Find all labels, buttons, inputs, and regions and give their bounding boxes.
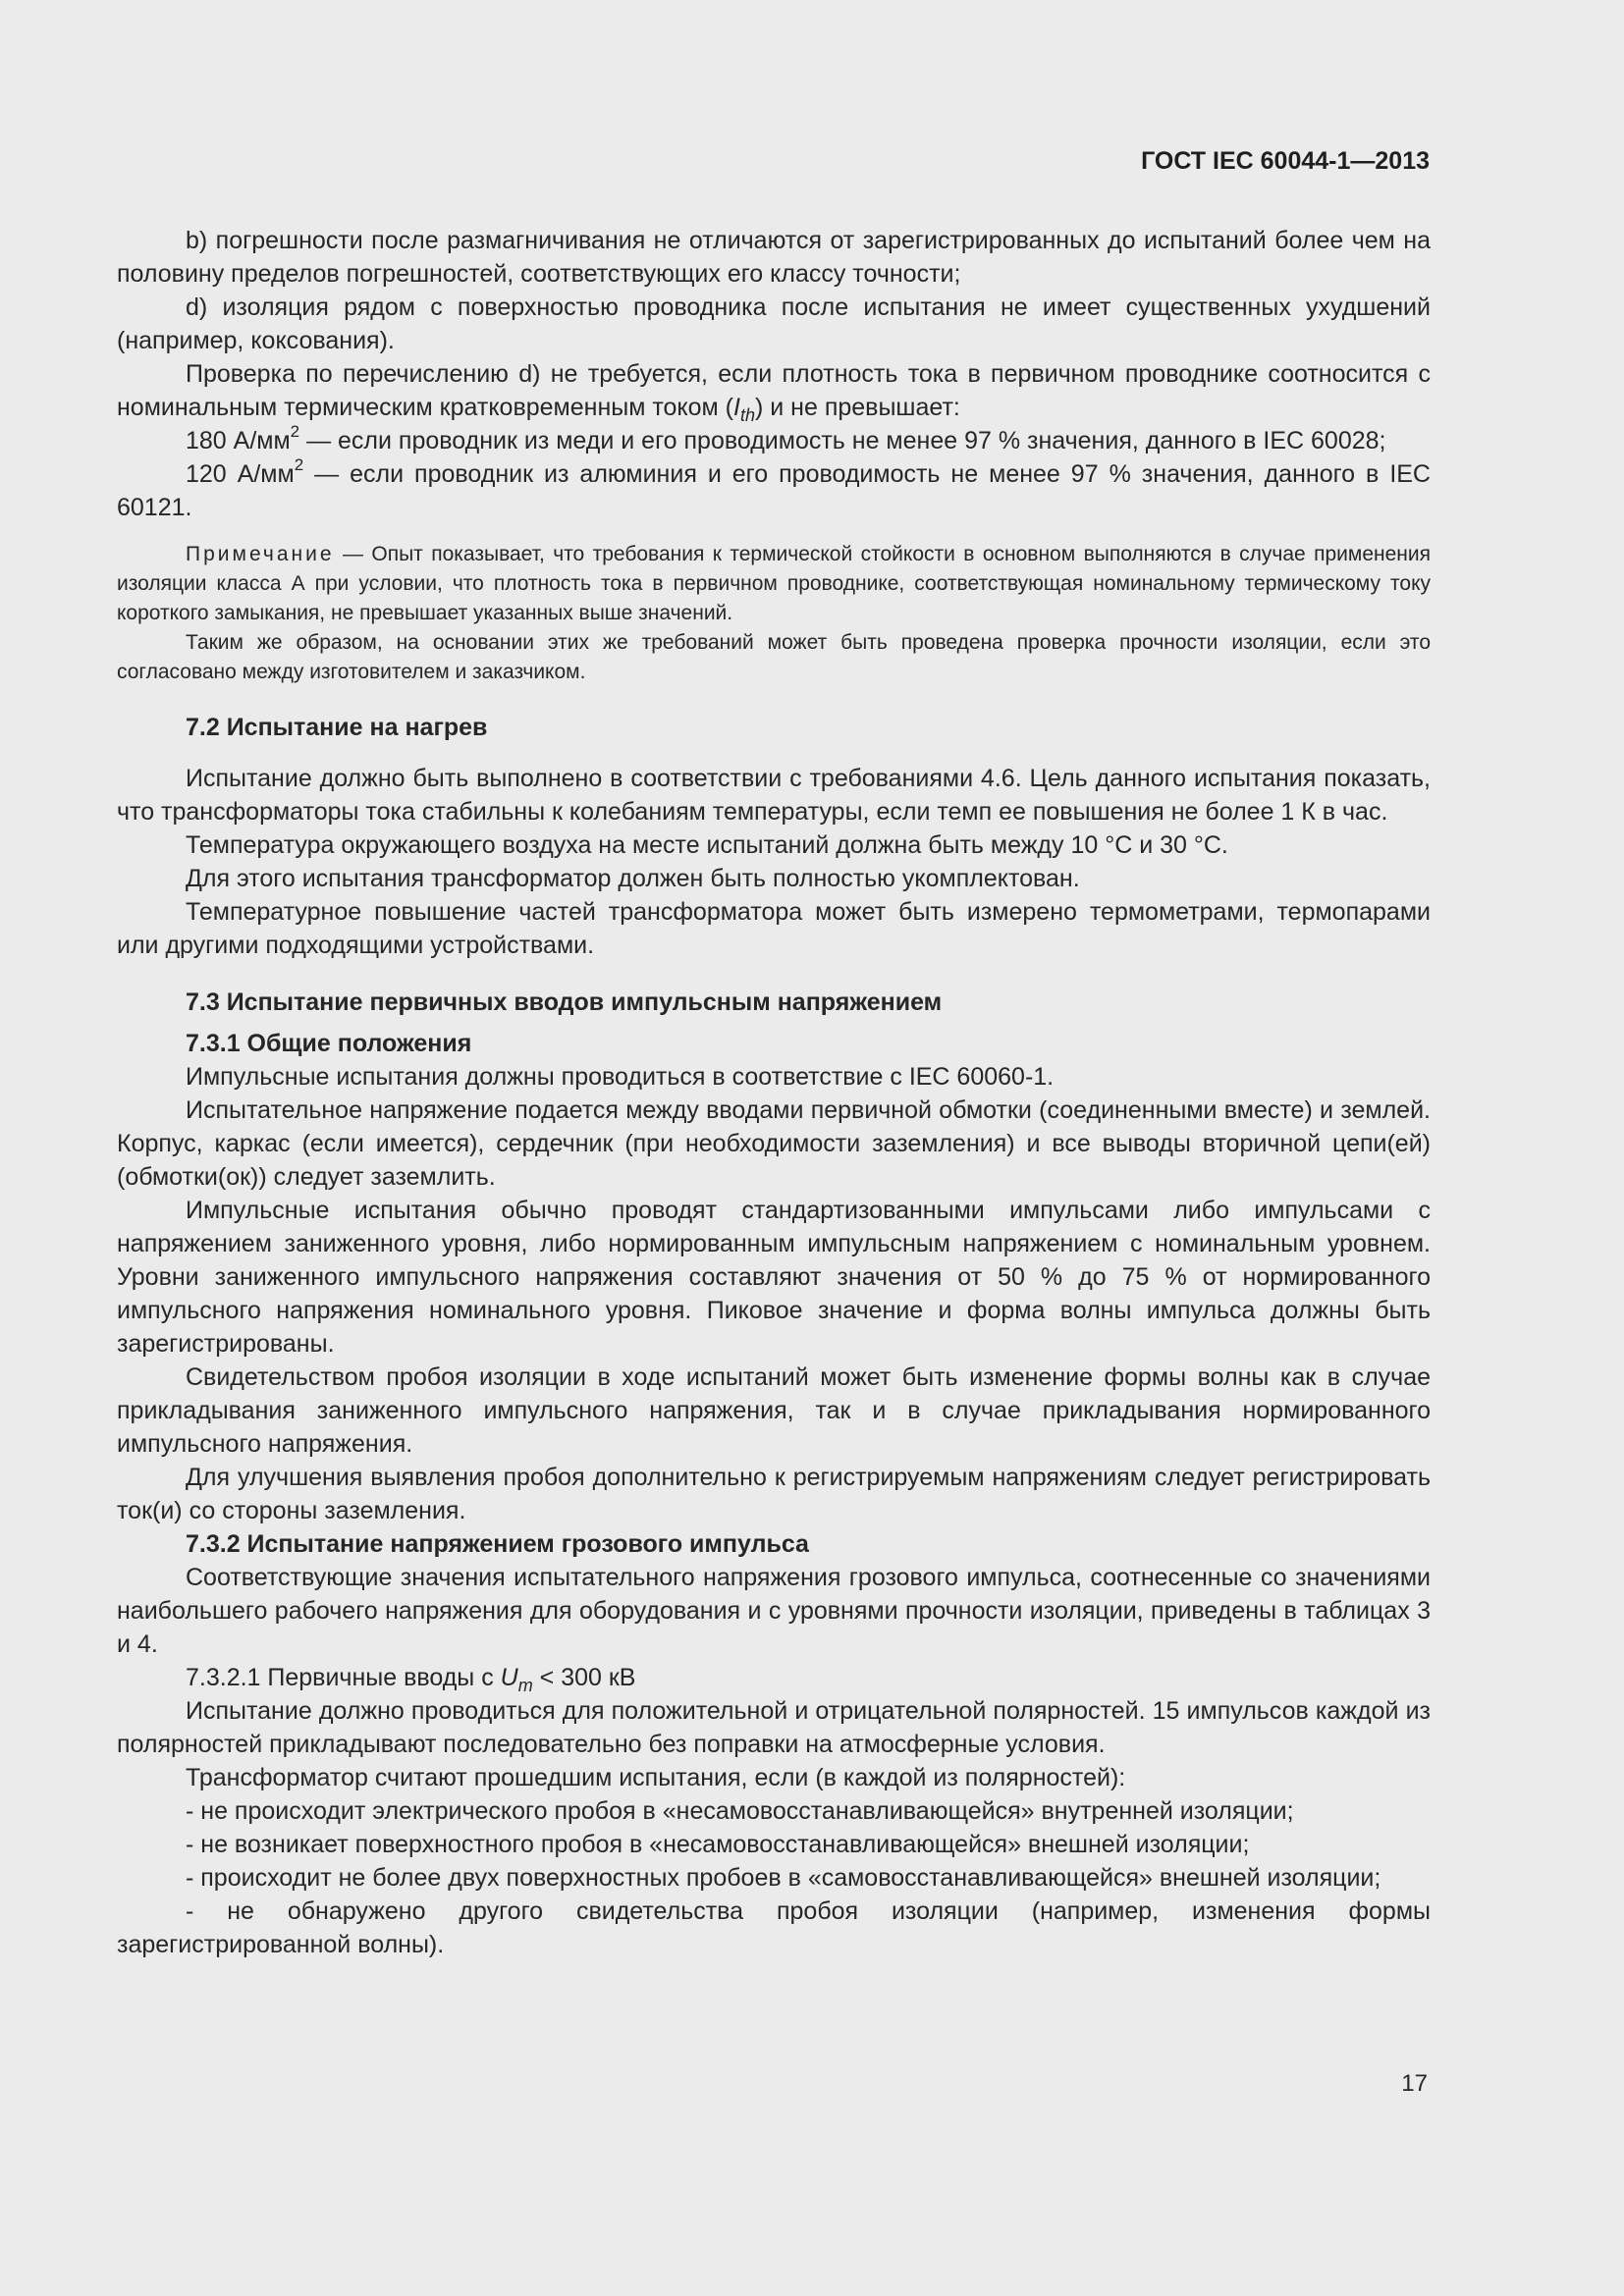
note-label: Примечание: [186, 543, 335, 565]
paragraph-aluminium-limit: 120 $А/мм^2$ — если проводник из алюминия и его проводимость не менее 97 % значения, данного в IEC 60121.: [117, 454, 1431, 521]
section-heading-7-3: 7.3 Испытание первичных вводов импульсным напряжением: [186, 988, 943, 1016]
paragraph-7-2-3: Для этого испытания трансформатор должен быть полностью укомплектован.: [186, 865, 1080, 892]
paragraph-7-3-1-3: Импульсные испытания обычно проводят стандартизованными импульсами либо импульсами с напряжением заниженного уровня, либо нормированным импульсным напряжением с номинальным уровнем. Уровни заниженного импульсного напряжения составляют значения от 50 % до 75 % от нормированного импульсного напряжения номинального уровня. Пиковое значение и форма волны импульса должны быть зарегистрированы.: [117, 1197, 1431, 1358]
paragraph-7-2-1: Испытание должно быть выполнено в соответствии с требованиями 4.6. Цель данного испытания показать, что трансформаторы тока стабильны к колебаниям температуры, если темп ее повышения не более 1 К в час.: [117, 765, 1431, 826]
list-item: - происходит не более двух поверхностных пробоев в «самовосстанавливающейся» внешней изоляции;: [186, 1864, 1381, 1892]
voltage-symbol: U: [500, 1664, 518, 1691]
section-heading-7-2: 7.2 Испытание на нагрев: [186, 714, 488, 741]
paragraph-7-3-1-4: Свидетельством пробоя изоляции в ходе испытаний может быть изменение формы волны как в случае прикладывания заниженного импульсного напряжения, так и в случае прикладывания нормированного импульсного напряжения.: [117, 1363, 1431, 1458]
list-item: - не происходит электрического пробоя в «несамовосстанавливающейся» внутренней изоляции;: [186, 1797, 1294, 1825]
paragraph-7-3-2-1-a: Испытание должно проводиться для положительной и отрицательной полярностей. 15 импульсов каждой из полярностей прикладывают последовательно без поправки на атмосферные условия.: [117, 1697, 1431, 1758]
current-subscript: th: [739, 405, 755, 425]
paragraph-item-b: b) погрешности после размагничивания не отличаются от зарегистрированных до испытаний более чем на половину пределов погрешностей, соответствующих его классу точности;: [117, 227, 1431, 288]
document-header-title: ГОСТ IEC 60044-1—2013: [1141, 147, 1430, 175]
page-content: [117, 224, 1431, 1961]
section-heading-7-3-1: 7.3.1 Общие положения: [186, 1030, 472, 1057]
paragraph-7-2-2: Температура окружающего воздуха на месте испытаний должна быть между 10 °С и 30 °С.: [186, 831, 1228, 859]
list-item: - не обнаружено другого свидетельства пробоя изоляции (например, изменения формы зарегистрированной волны).: [117, 1897, 1431, 1958]
paragraph-item-d: d) изоляция рядом с поверхностью проводника после испытания не имеет существенных ухудшений (например, коксования).: [117, 294, 1431, 354]
paragraph-7-3-2-1-b: Трансформатор считают прошедшим испытания, если (в каждой из полярностей):: [186, 1764, 1126, 1791]
note-paragraph: Примечание — Опыт показывает, что требования к термической стойкости в основном выполняются в случае применения изоляции класса А при условии, что плотность тока в первичном проводнике, соответствующая номинальному термическому току короткого замыкания, не превышает указанных выше значений.: [117, 543, 1431, 624]
subsection-heading-7-3-2-1: 7.3.2.1 Первичные вводы с $U_m < 300$ кВ: [186, 1664, 636, 1695]
section-heading-7-3-2: 7.3.2 Испытание напряжением грозового импульса: [186, 1530, 809, 1558]
paragraph-copper-limit: 180 $А/мм^2$ — если проводник из меди и его проводимость не менее 97 % значения, данного в IEC 60028;: [186, 421, 1386, 454]
page-number: 17: [1401, 2070, 1428, 2097]
note-paragraph-2: Таким же образом, на основании этих же требований может быть проведена проверка прочности изоляции, если это согласовано между изготовителем и заказчиком.: [117, 631, 1431, 683]
list-item: - не возникает поверхностного пробоя в «несамовосстанавливающейся» внешней изоляции;: [186, 1831, 1250, 1858]
paragraph-7-3-1-2: Испытательное напряжение подается между вводами первичной обмотки (соединенными вместе) и землей. Корпус, каркас (если имеется), сердечник (при необходимости заземления) и все выводы вторичной цепи(ей) (обмотки(ок)) следует заземлить.: [117, 1096, 1431, 1191]
paragraph-7-3-1-5: Для улучшения выявления пробоя дополнительно к регистрируемым напряжениям следует регистрировать ток(и) со стороны заземления.: [117, 1464, 1431, 1524]
voltage-subscript: m: [517, 1676, 533, 1695]
paragraph-7-2-4: Температурное повышение частей трансформатора может быть измерено термометрами, термопарами или другими подходящими устройствами.: [117, 898, 1431, 959]
paragraph-7-3-1-1: Импульсные испытания должны проводиться в соответствие с IEC 60060-1.: [186, 1063, 1055, 1091]
paragraph-check: Проверка по перечислению d) не требуется, если плотность тока в первичном проводнике соотносится с номинальным термическим кратковременным током $(I_{th})$ и не превышает:: [117, 360, 1431, 425]
paragraph-7-3-2-1: Соответствующие значения испытательного напряжения грозового импульса, соотнесенные со значениями наибольшего рабочего напряжения для оборудования и с уровнями прочности изоляции, приведены в таблицах 3 и 4.: [117, 1564, 1431, 1658]
current-symbol: I: [733, 394, 740, 421]
